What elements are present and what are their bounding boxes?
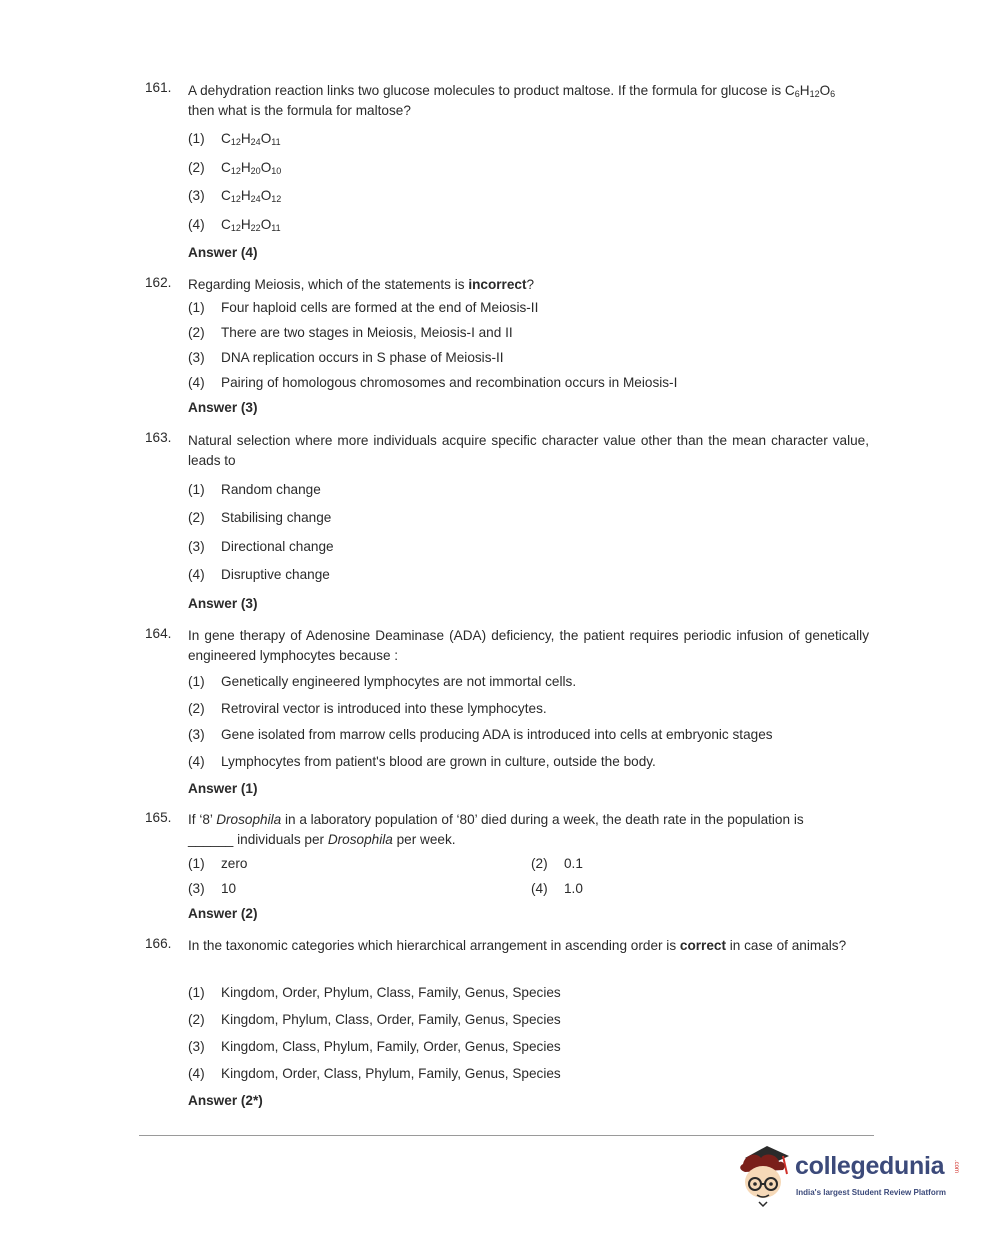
option-2: (2) There are two stages in Meiosis, Meiosis-I and II — [188, 325, 513, 340]
question-number: 164. — [145, 626, 172, 641]
question-stem: Natural selection where more individuals acquire specific character value other than the mean character value, leads to — [188, 433, 869, 468]
question-number: 162. — [145, 275, 172, 290]
answer: Answer (3) — [188, 596, 258, 611]
question-stem: A dehydration reaction links two glucose molecules to product maltose. If the formula for glucose is $C_6H_{12}O_6$ then what is the formula for maltose? — [188, 83, 836, 118]
brand-name: collegedunia — [795, 1152, 945, 1180]
option-4: (4) Lymphocytes from patient's blood are grown in culture, outside the body. — [188, 754, 656, 769]
option-1: (1) $C_{12}H_{24}O_{11}$ — [188, 131, 281, 147]
option-3: (3) $C_{12}H_{24}O_{12}$ — [188, 188, 282, 204]
option-4: (4) Disruptive change — [188, 567, 330, 582]
option-1: (1) Random change — [188, 482, 321, 497]
question-stem: Regarding Meiosis, which of the statements is incorrect? — [188, 277, 535, 292]
question-stem: In gene therapy of Adenosine Deaminase (ADA) deficiency, the patient requires periodic infusion of genetically engineered lymphocytes because : — [188, 628, 869, 663]
footer-divider — [139, 1135, 874, 1136]
option-1: (1) zero — [188, 856, 248, 871]
option-3: (3) Gene isolated from marrow cells producing ADA is introduced into cells at embryonic stages — [188, 727, 773, 742]
answer: Answer (2*) — [188, 1093, 263, 1108]
option-2: (2) 0.1 — [531, 856, 583, 871]
question-number: 166. — [145, 936, 172, 951]
option-2: (2) Kingdom, Phylum, Class, Order, Family, Genus, Species — [188, 1012, 561, 1027]
option-3: (3) DNA replication occurs in S phase of Meiosis-II — [188, 350, 504, 365]
option-2: (2) $C_{12}H_{20}O_{10}$ — [188, 160, 282, 176]
option-3: (3) Directional change — [188, 539, 334, 554]
question-stem: In the taxonomic categories which hierarchical arrangement in ascending order is correct in case of animals? — [188, 938, 847, 953]
option-3: (3) Kingdom, Class, Phylum, Family, Order, Genus, Species — [188, 1039, 561, 1054]
option-4: (4) 1.0 — [531, 881, 583, 896]
option-4: (4) Kingdom, Order, Class, Phylum, Family, Genus, Species — [188, 1066, 561, 1081]
question-number: 161. — [145, 80, 172, 95]
answer: Answer (2) — [188, 906, 258, 921]
question-stem: If ‘8’ Drosophila in a laboratory population of ‘80’ died during a week, the death rate in the population is ______ individuals per Drosophila per week. — [188, 812, 804, 847]
question-number: 165. — [145, 810, 172, 825]
answer: Answer (4) — [188, 245, 258, 260]
option-4: (4) $C_{12}H_{22}O_{11}$ — [188, 217, 281, 233]
option-1: (1) Genetically engineered lymphocytes are not immortal cells. — [188, 674, 577, 689]
option-2: (2) Retroviral vector is introduced into these lymphocytes. — [188, 701, 547, 716]
option-2: (2) Stabilising change — [188, 510, 332, 525]
option-1: (1) Kingdom, Order, Phylum, Class, Family, Genus, Species — [188, 985, 561, 1000]
answer: Answer (3) — [188, 400, 258, 415]
brand-suffix: .com — [953, 1160, 959, 1174]
question-number: 163. — [145, 430, 172, 445]
option-3: (3) 10 — [188, 881, 237, 896]
brand-tagline: India's largest Student Review Platform — [796, 1188, 946, 1197]
answer: Answer (1) — [188, 781, 258, 796]
option-1: (1) Four haploid cells are formed at the end of Meiosis-II — [188, 300, 539, 315]
option-4: (4) Pairing of homologous chromosomes and recombination occurs in Meiosis-I — [188, 375, 678, 390]
